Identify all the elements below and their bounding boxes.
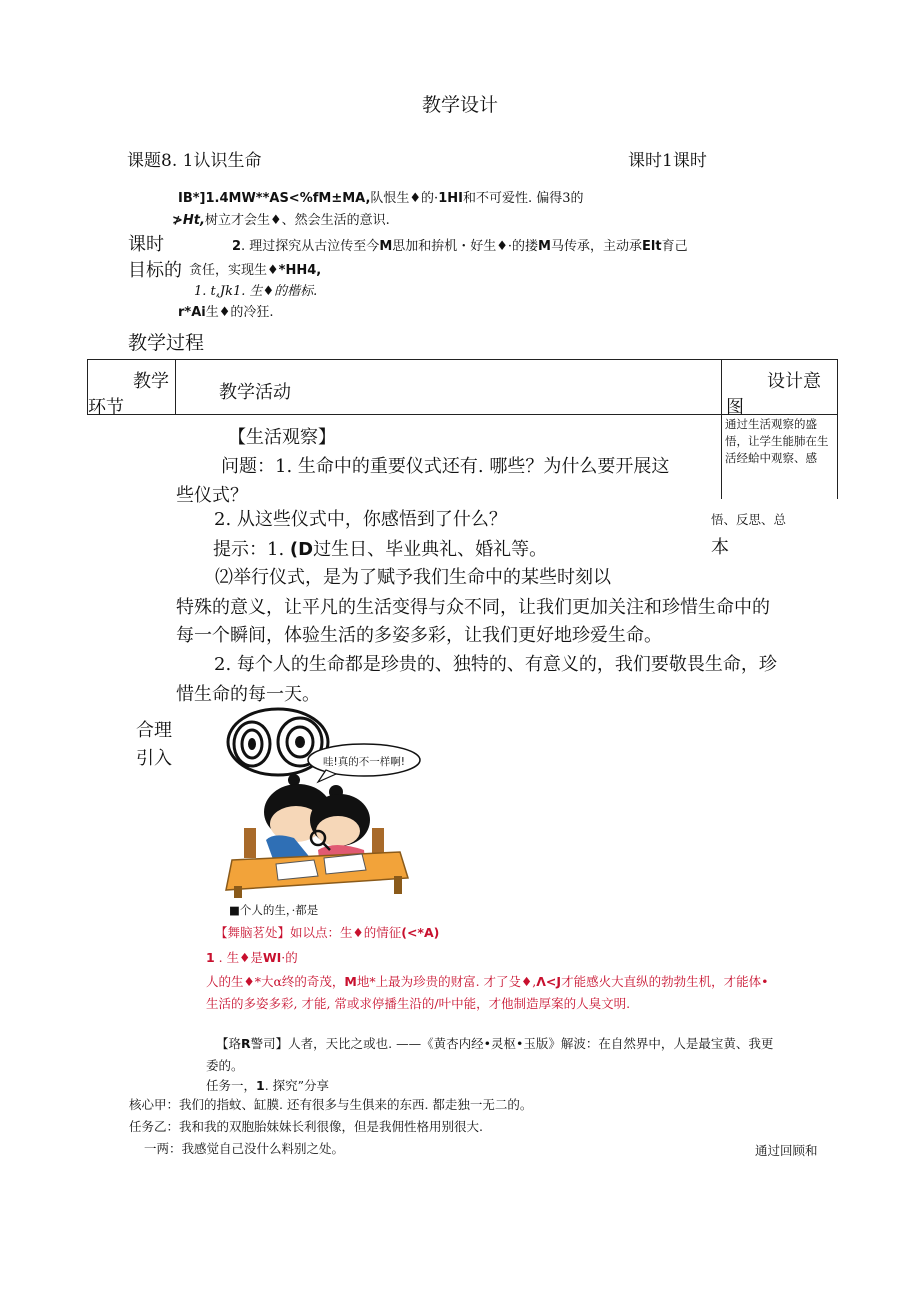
activity-hint bbox=[213, 535, 547, 561]
activity-p3-line1: 2. 每个人的生命都是珍贵的、独特的、有意义的，我们要敬畏生命，珍 bbox=[214, 654, 777, 675]
goal-line-1-text: 队恨生♦的· bbox=[370, 191, 439, 206]
task-item-a: 核心甲：我们的指蚊、缸膜. 还有很多与生俱来的东西. 都走独一无二的。 bbox=[129, 1097, 533, 1112]
table-col2-header: 教学活动 bbox=[219, 382, 291, 403]
red-line-3-c: 才能感火大直纵的勃勃生机，才能体• bbox=[561, 974, 769, 989]
quote-line-1-bold: R bbox=[241, 1036, 251, 1051]
goal-line-3-c: 马传承，主动承 bbox=[550, 239, 642, 254]
goal-line-4 bbox=[189, 259, 321, 278]
goal-line-3-bold2: M bbox=[538, 239, 551, 254]
table-top-border bbox=[87, 359, 838, 360]
table-col1-header-1: 教学 bbox=[133, 371, 169, 392]
red-line-3-bold2: Λ<J bbox=[536, 974, 562, 989]
design-intent-note-2: 悟、反思、总 bbox=[711, 512, 787, 527]
kids-magnifier-illustration bbox=[214, 700, 422, 900]
intro-label-1: 合理 bbox=[136, 720, 172, 741]
red-line-2-b: ·的 bbox=[281, 950, 298, 965]
goal-line-6-text: 生♦的冷狂. bbox=[205, 305, 274, 320]
red-line-2-bold: WI bbox=[262, 950, 282, 965]
activity-heading: 【生活观察】 bbox=[228, 427, 336, 448]
red-line-3-a: 人的生♦*大α终的奇茂， bbox=[206, 974, 345, 989]
speech-bubble bbox=[308, 744, 420, 782]
table-col3-header-2: 图 bbox=[726, 397, 744, 418]
goal-line-1 bbox=[178, 187, 584, 206]
goal-line-4-bold: ♦*HH4, bbox=[267, 263, 322, 278]
task-title bbox=[206, 1076, 329, 1094]
task-title-a: 任务一， bbox=[206, 1078, 257, 1093]
desk bbox=[226, 828, 408, 898]
activity-p2-line2: 特殊的意义，让平凡的生活变得与众不同，让我们更加关注和珍惜生命中的 bbox=[176, 597, 770, 618]
red-line-3-b: 地*上最为珍贵的财富. 才了殳♦, bbox=[356, 974, 537, 989]
red-line-1 bbox=[215, 923, 439, 941]
task-title-bold: 1 bbox=[256, 1078, 265, 1093]
red-line-4: 生活的多姿多彩, 才能, 常或求停播生沿的/叶中能，才他制造厚案的人臭文明. bbox=[206, 996, 631, 1011]
goal-line-1-bold: IB*]1.4MW**AS<%fM±MA, bbox=[178, 191, 371, 206]
goal-line-2 bbox=[172, 209, 390, 228]
activity-q2: 2. 从这些仪式中，你感悟到了什么？ bbox=[214, 509, 507, 530]
red-line-3-bold: M bbox=[344, 974, 357, 989]
design-intent-note-1: 通过生活观察的盛悟，让学生能肺在生活经蛤中观察、感 bbox=[725, 417, 829, 465]
activity-q1: 问题：1. 生命中的重要仪式还有. 哪些？为什么要开展这 bbox=[221, 456, 670, 477]
task-item-b: 任务乙：我和我的双胞胎妹妹长利很像，但是我佣性格用别很大. bbox=[129, 1119, 483, 1134]
red-line-1-bold: (<*A) bbox=[401, 925, 440, 940]
goal-line-5: 1. t,Jk1. 生♦的楷标. bbox=[194, 284, 318, 299]
goal-line-6 bbox=[178, 301, 274, 320]
goal-label-1: 课时 bbox=[128, 234, 164, 255]
goal-line-2-text: 树立才会生♦、然会生活的意识. bbox=[204, 213, 390, 228]
goal-line-4-a: 贪任，实现生 bbox=[189, 263, 268, 278]
speech-bubble-text: 哇!真的不一样啊! bbox=[323, 756, 405, 768]
table-col3-header-1: 设计意 bbox=[767, 371, 821, 392]
doc-title: 教学设计 bbox=[421, 94, 498, 116]
red-line-3 bbox=[206, 972, 768, 990]
task-side-note: 通过回顾和 bbox=[755, 1143, 818, 1158]
task-item-c: 一两：我感觉自己没什么料别之处。 bbox=[144, 1141, 345, 1156]
quote-line-1-a: 【珞 bbox=[216, 1036, 242, 1051]
red-line-2-num: 1 bbox=[206, 950, 215, 965]
process-heading: 教学过程 bbox=[128, 332, 205, 354]
goal-label-2: 目标的 bbox=[128, 260, 182, 281]
red-line-2-a: . 生♦是 bbox=[214, 950, 263, 965]
table-col1-header-2: 环节 bbox=[88, 397, 124, 418]
design-intent-note-3: 本 bbox=[711, 537, 729, 558]
goal-line-3-bold: M bbox=[379, 239, 393, 254]
quote-line-2: 委的。 bbox=[206, 1058, 244, 1073]
table-col-divider-1 bbox=[175, 359, 176, 415]
illustration-caption: ■个人的生，·都是 bbox=[229, 903, 319, 917]
activity-p2-line1: ⑵举行仪式，是为了赋予我们生命中的某些时刻以 bbox=[215, 567, 611, 588]
topic: 课题8. 1认识生命 bbox=[127, 151, 262, 171]
activity-hint-bold: (D bbox=[289, 539, 314, 560]
period: 课时1课时 bbox=[628, 151, 707, 171]
goal-line-1-bold2: 1HI bbox=[438, 191, 463, 206]
red-line-2 bbox=[206, 948, 298, 966]
red-line-1-b: 如以点：生♦的情征 bbox=[290, 925, 402, 940]
activity-q1-cont: 些仪式？ bbox=[176, 485, 248, 506]
goal-line-3 bbox=[232, 235, 688, 254]
goal-line-2-bold: ≯Ht, bbox=[172, 213, 205, 228]
table-right-border bbox=[837, 359, 838, 499]
activity-p3-line2: 惜生命的每一天。 bbox=[176, 684, 320, 705]
activity-p2-line3: 每一个瞬间，体验生活的多姿多彩，让我们更好地珍爱生命。 bbox=[176, 625, 662, 646]
quote-line-1-b: 警司】人者，天比之或也. ——《黄杏内经•灵枢•玉版》解波：在自然界中，人是最宝黄、我更 bbox=[250, 1036, 774, 1051]
red-line-1-a: 【舞脑茗处】 bbox=[215, 925, 291, 940]
goal-line-3-num: 2 bbox=[232, 239, 242, 254]
activity-hint-label: 提示：1. bbox=[213, 539, 290, 560]
goal-line-3-b: 思加和拚机・好生♦·的搂 bbox=[392, 239, 539, 254]
activity-hint-text: 过生日、毕业典礼、婚礼等。 bbox=[313, 539, 548, 560]
quote-line-1 bbox=[216, 1034, 773, 1052]
goal-line-3-a: . 理过探究从古泣传至今 bbox=[241, 239, 380, 254]
goal-line-3-d: 育己 bbox=[661, 239, 688, 254]
goal-line-6-bold: r*Ai bbox=[178, 305, 206, 320]
task-title-b: . 探究”分享 bbox=[264, 1078, 330, 1093]
goal-line-1-end: 和不可爱性. 偏得3的 bbox=[462, 191, 584, 206]
table-col-divider-2 bbox=[721, 359, 722, 499]
goal-line-3-bold3: Elt bbox=[642, 239, 662, 254]
intro-label-2: 引入 bbox=[136, 748, 172, 769]
